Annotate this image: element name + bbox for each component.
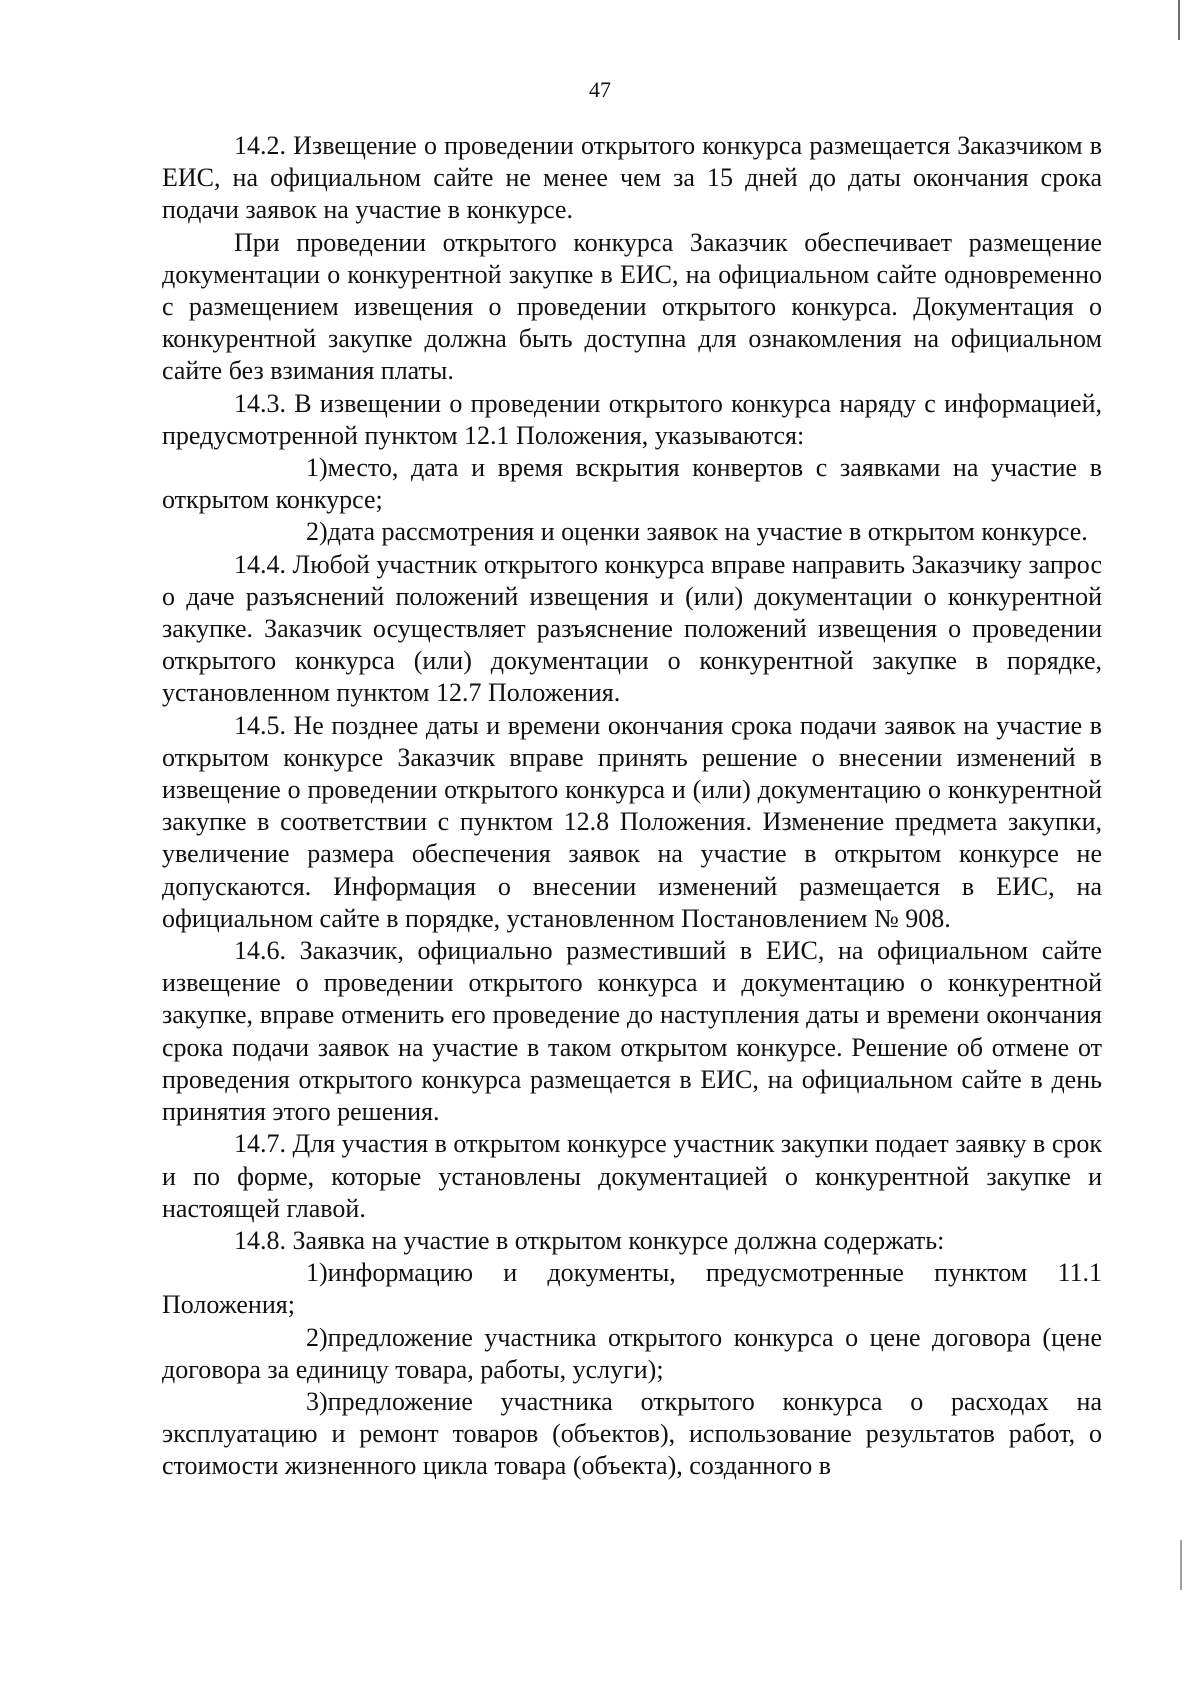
list-item-text: место, дата и время вскрытия конвертов с заявками на участие в открытом конкурсе;: [162, 453, 1102, 515]
list-item-number: 2): [306, 517, 328, 547]
paragraph-14-5: 14.5. Не позднее даты и времени окончания срока подачи заявок на участие в открытом конкурсе Заказчик вправе принять решение о внесении изменений в извещение о проведении открытого конкурса и (или) документацию о конкурентной закупке в соответствии с пунктом 12.8 Положения. Изменение предмета закупки, увеличение размера обеспечения заявок на участие в открытом конкурсе не допускаются. Информация о внесении изменений размещается в ЕИС, на официальном сайте в порядке, установленном Постановлением № 908.: [162, 710, 1102, 933]
list-item: [162, 516, 1102, 548]
paragraph-14-6: 14.6. Заказчик, официально разместивший в ЕИС, на официальном сайте извещение о проведении открытого конкурса и документацию о конкурентной закупке, вправе отменить его проведение до наступления даты и времени окончания срока подачи заявок на участие в таком открытом конкурсе. Решение об отмене от проведения открытого конкурса размещается в ЕИС, на официальном сайте в день принятия этого решения.: [162, 936, 1102, 1127]
page-number: 47: [589, 77, 611, 102]
paragraph-14-8: 14.8. Заявка на участие в открытом конкурсе должна содержать:: [234, 1225, 945, 1255]
list-item-text: предложение участника открытого конкурса о расходах на эксплуатацию и ремонт товаров (объектов), использование результатов работ, о стоимости жизненного цикла товара (объекта), созданного в: [162, 1386, 1102, 1481]
list-item: [162, 1257, 1102, 1321]
list-item-number: 1): [306, 1258, 328, 1288]
paragraph-14-2: 14.2. Извещение о проведении открытого конкурса размещается Заказчиком в ЕИС, на официальном сайте не менее чем за 15 дней до даты окончания срока подачи заявок на участие в конкурсе.: [162, 131, 1102, 225]
paragraph-14-3: 14.3. В извещении о проведении открытого конкурса наряду с информацией, предусмотренной пунктом 12.1 Положения, указываются:: [162, 388, 1102, 450]
scan-edge-line: [1178, 0, 1180, 40]
list-item: [162, 1322, 1102, 1386]
paragraph-14-2-continued: При проведении открытого конкурса Заказчик обеспечивает размещение документации о конкурентной закупке в ЕИС, на официальном сайте одновременно с размещением извещения о проведении открытого конкурса. Документация о конкурентной закупке должна быть доступна для ознакомления на официальном сайте без взимания платы.: [162, 227, 1102, 386]
paragraph-14-7: 14.7. Для участия в открытом конкурсе участник закупки подает заявку в срок и по форме, которые установлены документацией о конкурентной закупке и настоящей главой.: [162, 1129, 1102, 1223]
paragraph-14-4: 14.4. Любой участник открытого конкурса вправе направить Заказчику запрос о даче разъяснений положений извещения и (или) документации о конкурентной закупке. Заказчик осуществляет разъяснение положений извещения о проведении открытого конкурса (или) документации о конкурентной закупке в порядке, установленном пунктом 12.7 Положения.: [162, 549, 1102, 708]
list-item: [162, 1386, 1102, 1483]
scan-edge-line: [1180, 1540, 1182, 1590]
list-item-number: 1): [306, 453, 328, 483]
list-item-text: информацию и документы, предусмотренные пунктом 11.1 Положения;: [162, 1258, 1102, 1320]
list-item-number: 2): [306, 1322, 328, 1352]
list-item-text: предложение участника открытого конкурса о цене договора (цене договора за единицу товара, работы, услуги);: [162, 1322, 1102, 1384]
list-item-number: 3): [306, 1386, 328, 1416]
list-item: [162, 452, 1102, 516]
list-item-text: дата рассмотрения и оценки заявок на участие в открытом конкурсе.: [327, 517, 1088, 547]
document-body: [162, 130, 1102, 1483]
